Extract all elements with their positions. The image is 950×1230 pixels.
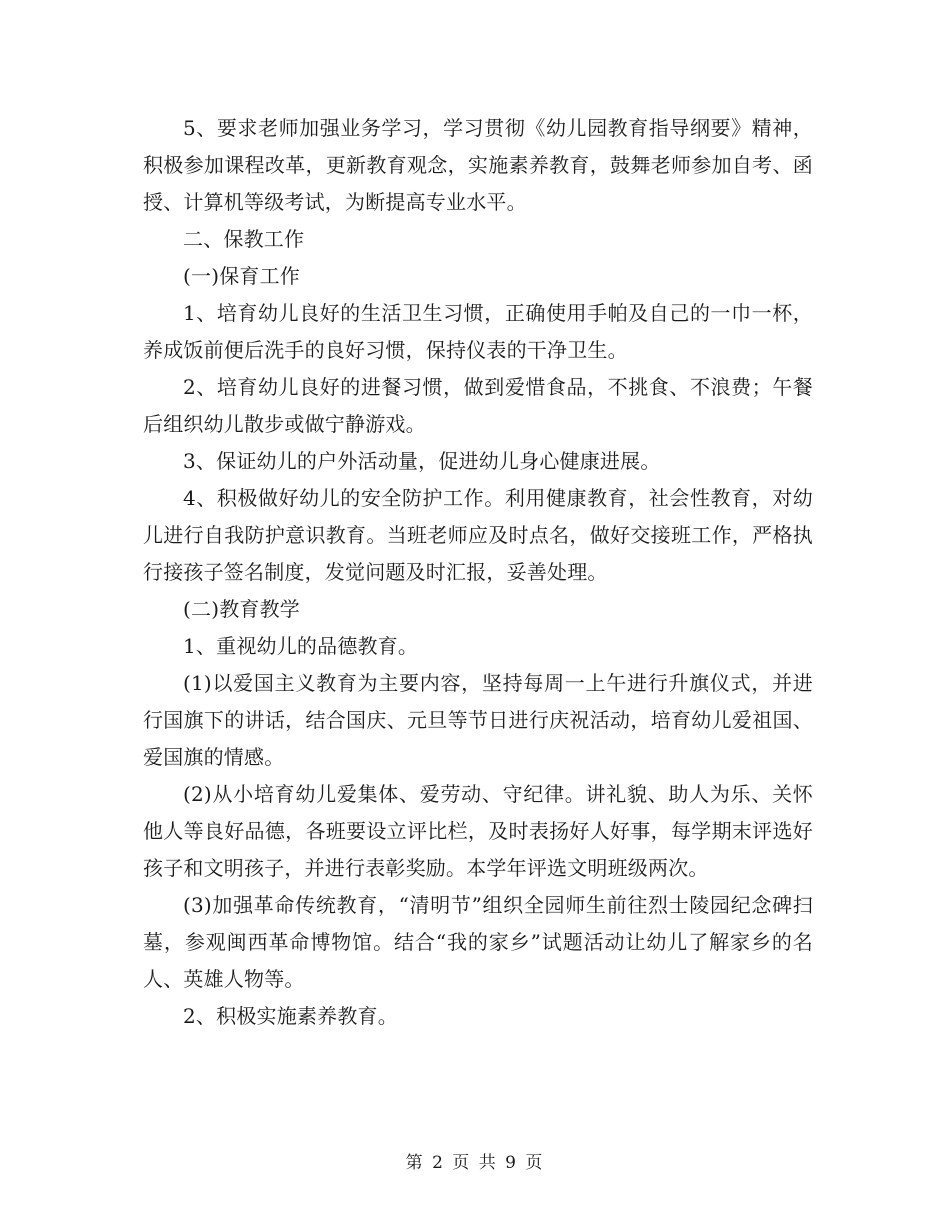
paragraph-hygiene-habits: 1、培育幼儿良好的生活卫生习惯，正确使用手帕及自己的一巾一杯，养成饭前便后洗手的良好习惯，保持仪表的干净卫生。: [143, 301, 813, 362]
document-body: [143, 110, 813, 1035]
paragraph-outdoor-activity: 3、保证幼儿的户外活动量，促进幼儿身心健康进展。: [183, 449, 661, 473]
paragraph-collective-values: (2)从小培育幼儿爱集体、爱劳动、守纪律。讲礼貌、助人为乐、关怀他人等良好品德，各班要设立评比栏，及时表扬好人好事，每学期末评选好孩子和文明孩子，并进行表彰奖励。本学年评选文明班级两次。: [143, 782, 813, 880]
paragraph-quality-education: 2、积极实施素养教育。: [183, 1004, 398, 1028]
paragraph-study-requirement: 5、要求老师加强业务学习，学习贯彻《幼儿园教育指导纲要》精神，积极参加课程改革，更新教育观念，实施素养教育，鼓舞老师参加自考、函授、计算机等级考试，为断提高专业水平。: [143, 116, 813, 214]
subheading-education-teaching: (二)教育教学: [183, 597, 301, 621]
heading-care-education: 二、保教工作: [183, 227, 305, 251]
paragraph-moral-education: 1、重视幼儿的品德教育。: [183, 634, 419, 658]
paragraph-patriotism: (1)以爱国主义教育为主要内容，坚持每周一上午进行升旗仪式，并进行国旗下的讲话，结合国庆、元旦等节日进行庆祝活动，培育幼儿爱祖国、爱国旗的情感。: [143, 671, 813, 769]
paragraph-eating-habits: 2、培育幼儿良好的进餐习惯，做到爱惜食品，不挑食、不浪费；午餐后组织幼儿散步或做宁静游戏。: [143, 375, 813, 436]
paragraph-revolutionary-tradition: (3)加强革命传统教育，“清明节”组织全园师生前往烈士陵园纪念碑扫墓，参观闽西革命博物馆。结合“我的家乡”试题活动让幼儿了解家乡的名人、英雄人物等。: [143, 893, 813, 991]
subheading-care-work: (一)保育工作: [183, 264, 301, 288]
page-number-footer: 第 2 页 共 9 页: [405, 1153, 545, 1173]
paragraph-safety-protection: 4、积极做好幼儿的安全防护工作。利用健康教育，社会性教育，对幼儿进行自我防护意识教育。当班老师应及时点名，做好交接班工作，严格执行接孩子签名制度，发觉问题及时汇报，妥善处理。: [143, 486, 813, 584]
